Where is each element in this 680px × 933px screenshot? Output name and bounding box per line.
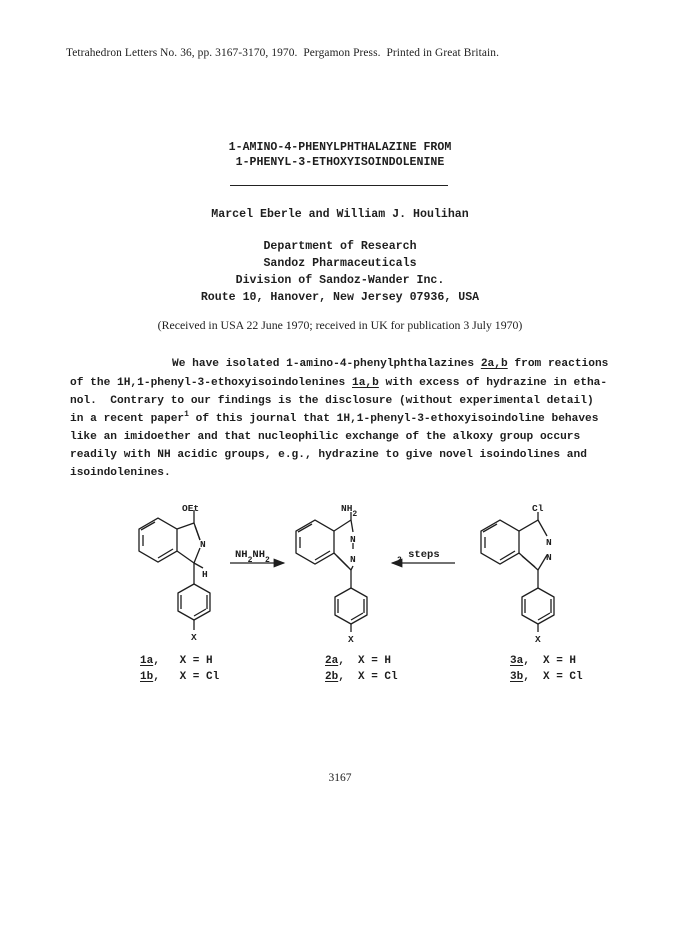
compound-ref-2ab: 2a,b bbox=[480, 358, 508, 370]
body-line-5: like an imidoether and that nucleophilic exchange of the alkoxy group occurs bbox=[70, 431, 581, 443]
reagent-label: $NH_2NH_2$ bbox=[235, 549, 270, 565]
atom-n: N bbox=[546, 537, 552, 548]
authors: Marcel Eberle and William J. Houlihan bbox=[211, 208, 469, 221]
body-text: We have isolated 1-amino-4-phenylphthalazines bbox=[172, 358, 481, 370]
received-dates: (Received in USA 22 June 1970; received in UK for publication 3 July 1970) bbox=[157, 318, 523, 332]
affiliation-line-3: Division of Sandoz-Wander Inc. bbox=[235, 274, 445, 287]
compound-id: 3a bbox=[510, 655, 524, 667]
compound-label-2a: 2a, X = H bbox=[325, 655, 392, 667]
title-line-1: 1-AMINO-4-PHENYLPHTHALAZINE FROM bbox=[228, 141, 452, 154]
body-line-2 bbox=[70, 377, 607, 389]
compound-ref-1ab: 1a,b bbox=[351, 377, 379, 389]
affiliation-line-2: Sandoz Pharmaceuticals bbox=[263, 257, 417, 270]
body-text: of the 1H,1-phenyl-3-ethoxyisoindolenines bbox=[70, 377, 352, 389]
compound-id: 3b bbox=[510, 671, 524, 683]
body-text: of this journal that 1H,1-phenyl-3-ethoxyisoindoline behaves bbox=[188, 413, 599, 425]
compound-label-3b: 3b, X = Cl bbox=[510, 671, 583, 683]
body-text: from reactions bbox=[507, 358, 609, 370]
compound-id: 1a bbox=[140, 655, 154, 667]
body-line-6: readily with NH acidic groups, e.g., hydrazine to give novel isoindolines and bbox=[70, 449, 587, 461]
body-text: with excess of hydrazine in etha- bbox=[378, 377, 608, 389]
compound-id: 1b bbox=[140, 671, 154, 683]
atom-n: N bbox=[350, 534, 356, 545]
compound-label-3a: 3a, X = H bbox=[510, 655, 577, 667]
body-text: in a recent paper bbox=[70, 413, 185, 425]
compound-id: 2a bbox=[325, 655, 339, 667]
compound-label-1b: 1b, X = Cl bbox=[140, 671, 220, 683]
atom-x: X bbox=[191, 632, 197, 643]
title-line-2: 1-PHENYL-3-ETHOXYISOINDOLENINE bbox=[235, 156, 445, 169]
compound-1-structure bbox=[139, 510, 210, 630]
substituent-nh2: $NH_2$ bbox=[341, 503, 358, 519]
affiliation-line-1: Department of Research bbox=[263, 240, 417, 253]
journal-citation-line: Tetrahedron Letters No. 36, pp. 3167-3170, 1970. Pergamon Press. Printed in Great Britain. bbox=[66, 47, 500, 59]
atom-n: N bbox=[350, 554, 356, 565]
atom-x: X bbox=[348, 634, 354, 645]
body-line-1 bbox=[172, 358, 608, 370]
compound-3-structure bbox=[481, 512, 554, 632]
atom-n: N bbox=[200, 539, 206, 550]
compound-label-1a: 1a, X = H bbox=[140, 655, 213, 667]
compound-id: 2b bbox=[325, 671, 339, 683]
substituent-definition: X = H bbox=[543, 655, 577, 667]
steps-label: $_2$ steps bbox=[397, 549, 440, 565]
compound-label-2b: 2b, X = Cl bbox=[325, 671, 398, 683]
substituent-definition: X = H bbox=[358, 655, 392, 667]
substituent-definition: X = Cl bbox=[358, 671, 398, 683]
substituent-definition: X = Cl bbox=[179, 671, 220, 683]
substituent-definition: X = H bbox=[179, 655, 213, 667]
compound-2-structure bbox=[296, 512, 367, 632]
body-line-4 bbox=[70, 410, 599, 425]
title-rule bbox=[230, 185, 448, 186]
body-line-7: isoindolenines. bbox=[70, 467, 171, 479]
substituent-definition: X = Cl bbox=[543, 671, 583, 683]
page-number: 3167 bbox=[328, 772, 352, 784]
atom-x: X bbox=[535, 634, 541, 645]
atom-h: H bbox=[202, 569, 208, 580]
footnote-ref-1: 1 bbox=[184, 410, 189, 419]
affiliation-line-4: Route 10, Hanover, New Jersey 07936, USA bbox=[200, 291, 480, 304]
atom-n: N bbox=[546, 552, 552, 563]
substituent-cl: Cl bbox=[532, 503, 544, 514]
substituent-oet: OEt bbox=[182, 503, 200, 514]
body-line-3: nol. Contrary to our findings is the disclosure (without experimental detail) bbox=[70, 395, 594, 407]
